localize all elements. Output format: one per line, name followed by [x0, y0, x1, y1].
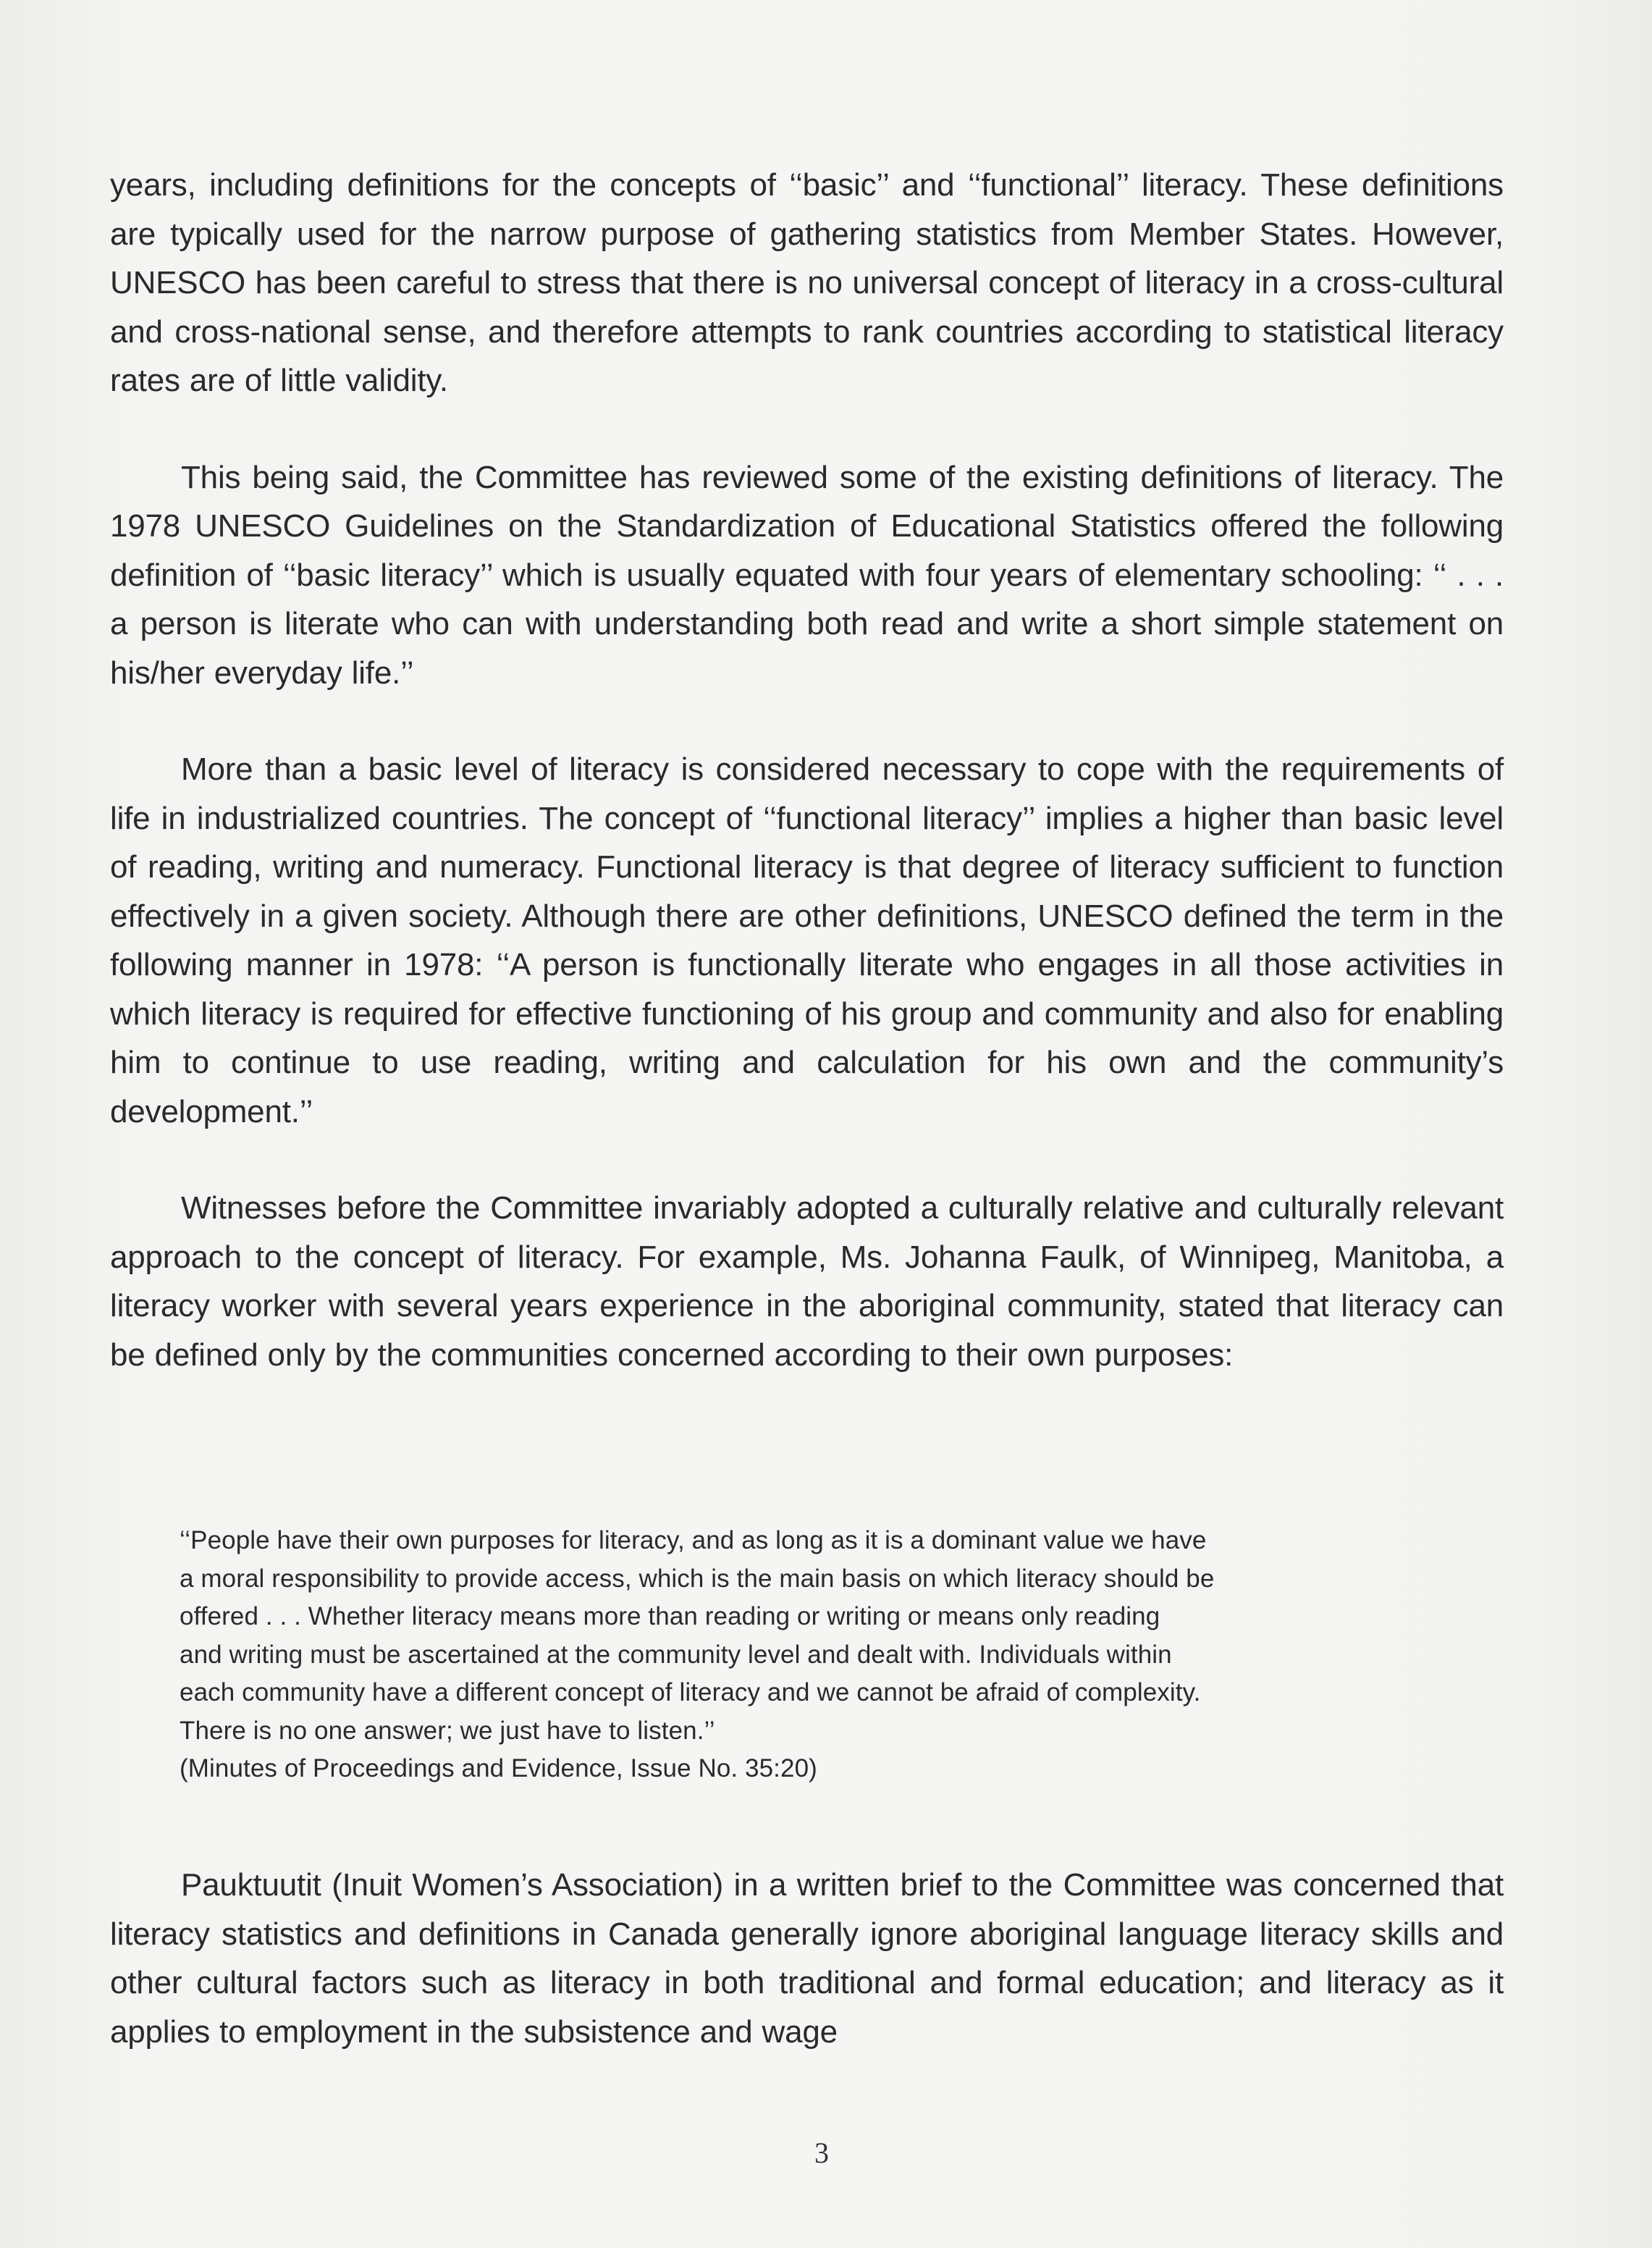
quote-line-3: offered . . . Whether literacy means more than reading or writing or means only reading	[180, 1602, 1160, 1630]
quote-citation: (Minutes of Proceedings and Evidence, Issue No. 35:20)	[180, 1754, 817, 1782]
quote-line-1: ‘‘People have their own purposes for literacy, and as long as it is a dominant value we have	[180, 1526, 1207, 1554]
page-number: 3	[814, 2137, 829, 2169]
paragraph-1: years, including definitions for the concepts of ‘‘basic’’ and ‘‘functional’’ literacy. These definitions are typically used for the narrow purpose of gathering statistics from Member States. However, UNESCO has been careful to stress that there is no universal concept of literacy in a cross-cultural and cross-national sense, and therefore attempts to rank countries according to statistical literacy rates are of little validity.	[110, 167, 1504, 398]
paragraph-4: Witnesses before the Committee invariably adopted a culturally relative and culturally relevant approach to the concept of literacy. For example, Ms. Johanna Faulk, of Winnipeg, Manitoba, a literacy worker with several years experience in the aboriginal community, stated that literacy can be defined only by the communities concerned according to their own purposes:	[110, 1190, 1504, 1373]
body-text-column	[110, 161, 1504, 1379]
quote-line-2: a moral responsibility to provide access, which is the main basis on which literacy should be	[180, 1564, 1215, 1593]
paragraph-5: Pauktuutit (Inuit Women’s Association) in a written brief to the Committee was concerned that literacy statistics and definitions in Canada generally ignore aboriginal language literacy skills and other cultural factors such as literacy in both traditional and formal education; and literacy as it applies to employment in the subsistence and wage	[110, 1867, 1504, 2050]
quote-line-4: and writing must be ascertained at the community level and dealt with. Individuals within	[180, 1640, 1172, 1669]
body-text-continued	[110, 1861, 1504, 2056]
paragraph-3: More than a basic level of literacy is considered necessary to cope with the requirements of life in industrialized countries. The concept of ‘‘functional literacy’’ implies a higher than basic level of reading, writing and numeracy. Functional literacy is that degree of literacy sufficient to function effectively in a given society. Although there are other definitions, UNESCO defined the term in the following manner in 1978: ‘‘A person is functionally literate who engages in all those activities in which literacy is required for effective functioning of his group and community and also for enabling him to continue to use reading, writing and calculation for his own and the community’s development.’’	[110, 752, 1504, 1129]
quote-line-5: each community have a different concept of literacy and we cannot be afraid of complexity.	[180, 1678, 1201, 1706]
block-quote	[180, 1522, 1436, 1788]
quote-line-6: There is no one answer; we just have to listen.’’	[180, 1716, 715, 1745]
paragraph-2: This being said, the Committee has reviewed some of the existing definitions of literacy. The 1978 UNESCO Guidelines on the Standardization of Educational Statistics offered the following definition of ‘‘basic literacy’’ which is usually equated with four years of elementary schooling: ‘‘ . . . a person is literate who can with understanding both read and write a short simple statement on his/her everyday life.’’	[110, 459, 1504, 691]
